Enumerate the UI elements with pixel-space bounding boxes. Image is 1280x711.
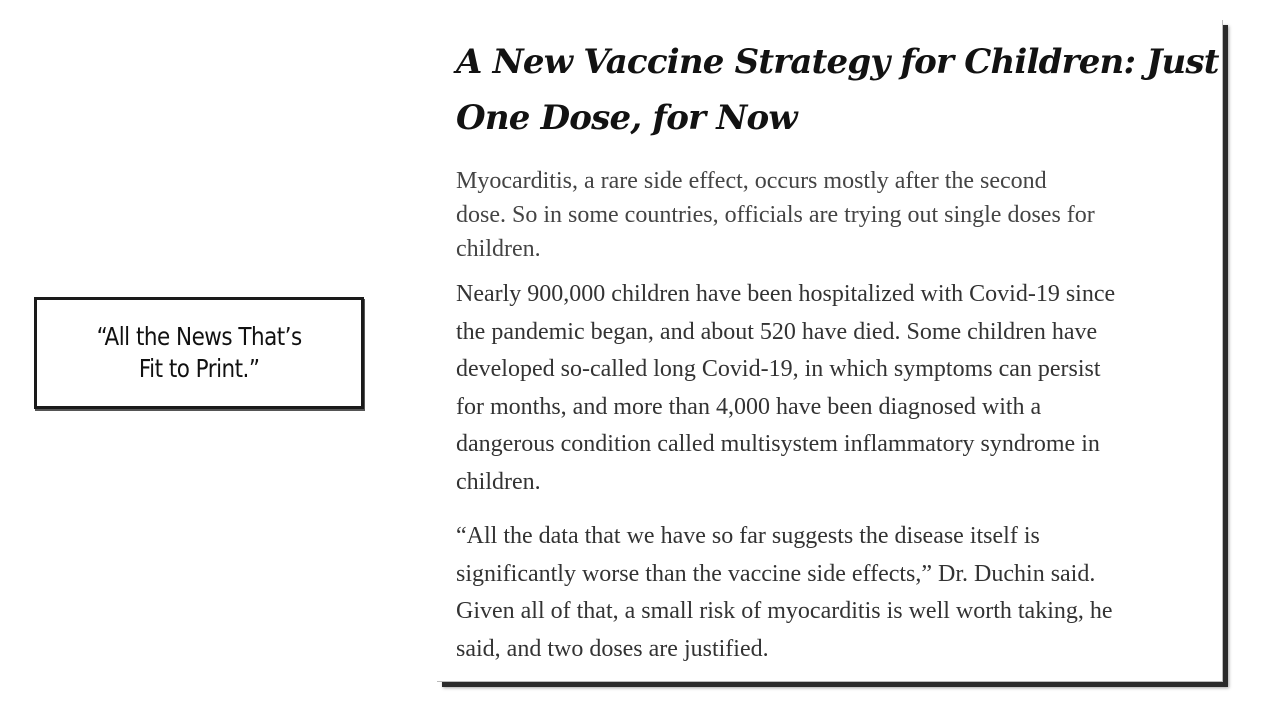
slogan-line: “All the News That’s bbox=[96, 322, 302, 351]
paragraph-line: the pandemic began, and about 520 have died. Some children have bbox=[456, 318, 1098, 345]
paragraph-line: dangerous condition called multisystem inflammatory syndrome in bbox=[456, 431, 1100, 457]
slogan-box bbox=[34, 297, 364, 409]
article-clipping bbox=[437, 20, 1223, 682]
paragraph-line: “All the data that we have so far suggests the disease itself is bbox=[456, 523, 1040, 549]
summary-line: children. bbox=[456, 236, 541, 262]
paragraph-line: Nearly 900,000 children have been hospitalized with Covid-19 since bbox=[456, 281, 1116, 307]
summary-line: dose. So in some countries, officials are trying out single doses for bbox=[456, 202, 1095, 228]
article-paragraph-1 bbox=[456, 276, 1212, 501]
article-headline bbox=[456, 34, 1219, 146]
paragraph-line: children. bbox=[456, 468, 541, 495]
slogan-line: Fit to Print.” bbox=[138, 354, 260, 383]
article-summary bbox=[456, 164, 1212, 266]
paragraph-line: said, and two doses are justified. bbox=[456, 635, 769, 662]
headline-line: A New Vaccine Strategy for Children: Just bbox=[456, 42, 1219, 82]
article-paragraph-2 bbox=[456, 518, 1212, 668]
summary-line: Myocarditis, a rare side effect, occurs mostly after the second bbox=[456, 168, 1047, 194]
headline-line: One Dose, for Now bbox=[456, 98, 797, 138]
paragraph-line: Given all of that, a small risk of myocarditis is well worth taking, he bbox=[456, 598, 1113, 624]
slogan-text bbox=[96, 321, 301, 385]
paragraph-line: significantly worse than the vaccine side effects,” Dr. Duchin said. bbox=[456, 560, 1096, 587]
paragraph-line: developed so-called long Covid-19, in which symptoms can persist bbox=[456, 356, 1101, 382]
paragraph-line: for months, and more than 4,000 have been diagnosed with a bbox=[456, 393, 1042, 420]
